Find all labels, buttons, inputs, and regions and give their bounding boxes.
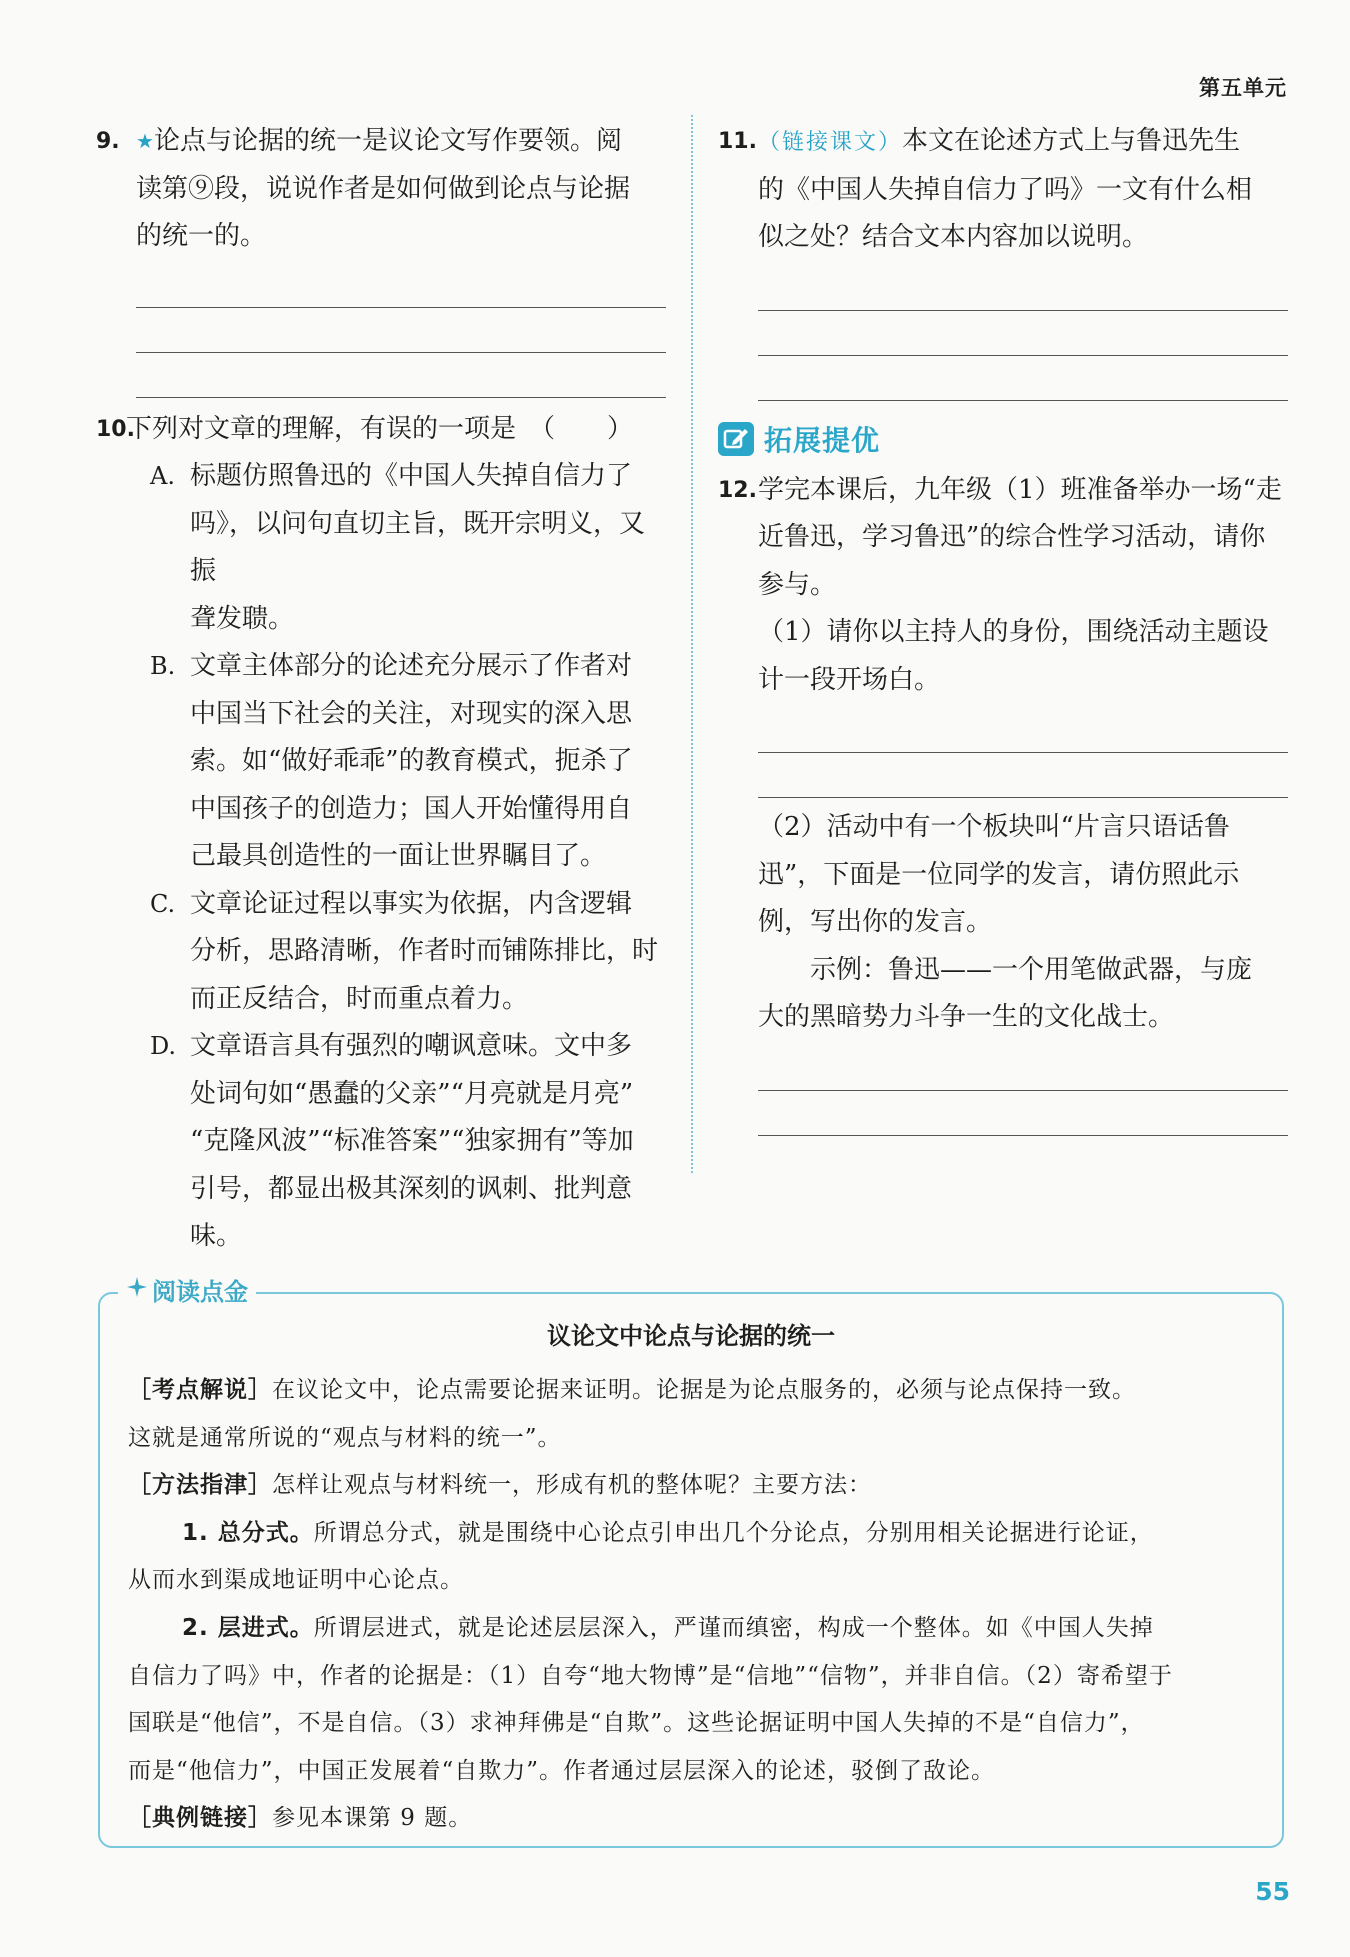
- method-guide: ［方法指津］怎样让观点与材料统一，形成有机的整体呢？主要方法：: [128, 1472, 872, 1499]
- answer-line[interactable]: [758, 753, 1288, 798]
- answer-line[interactable]: [136, 353, 666, 398]
- question-line: 的统一的。: [136, 221, 267, 251]
- option-b[interactable]: B. 文章主体部分的论述充分展示了作者对 中国当下社会的关注，对现实的深入思 索。如“做好乖乖”的教育模式，扼杀了 中国孩子的创造力；国人开始懂得用自 己最具创造性的一面让世界瞩目了。: [150, 643, 666, 881]
- answer-line[interactable]: [758, 1091, 1288, 1136]
- sparkle-icon: [126, 1276, 148, 1304]
- question-number: 9.: [96, 129, 120, 154]
- answer-line[interactable]: [136, 253, 666, 308]
- tips-title: 议论文中论点与论据的统一: [547, 1322, 835, 1350]
- reading-tips-box: [98, 1278, 1284, 1848]
- answer-area[interactable]: [136, 253, 666, 398]
- option-c[interactable]: C. 文章论证过程以事实为依据，内含逻辑 分析，思路清晰，作者时而铺陈排比，时 而正反结合，时而重点着力。: [150, 881, 666, 1024]
- example-link: ［典例链接］参见本课第 9 题。: [128, 1805, 473, 1832]
- column-divider: [691, 115, 693, 1173]
- tips-label: 阅读点金: [118, 1272, 256, 1307]
- question-line: ★论点与论据的统一是议论文写作要领。阅: [136, 126, 622, 156]
- answer-area[interactable]: [758, 698, 1288, 798]
- option-letter: C.: [150, 889, 176, 918]
- answer-line[interactable]: [758, 256, 1288, 311]
- section-title: 拓展提优: [764, 423, 881, 457]
- method-1: 1. 总分式。所谓总分式，就是围绕中心论点引申出几个分论点，分别用相关论据进行论证，: [182, 1519, 1154, 1546]
- right-column: [718, 118, 1288, 1136]
- question-number: 12.: [718, 477, 757, 503]
- question-number: 11.: [718, 129, 757, 154]
- answer-line[interactable]: [758, 311, 1288, 356]
- question-stem: 下列对文章的理解，有误的一项是 （ ）: [126, 413, 634, 444]
- star-icon: ★: [136, 129, 154, 153]
- option-letter: D.: [150, 1032, 177, 1060]
- option-a[interactable]: A. 标题仿照鲁迅的《中国人失掉自信力了 吗》，以问句直切主旨，既开宗明义，又振 聋发聩。: [150, 453, 666, 643]
- question-text: [136, 118, 666, 261]
- unit-header: 第五单元: [1199, 76, 1287, 100]
- options-list: [150, 453, 666, 1261]
- answer-area[interactable]: [758, 1036, 1288, 1136]
- answer-area[interactable]: [758, 256, 1288, 401]
- question-text: （链接课文）本文在论述方式上与鲁迅先生 的《中国人失掉自信力了吗》一文有什么相 似之处？结合文本内容加以说明。: [758, 126, 1253, 252]
- answer-line[interactable]: [136, 308, 666, 353]
- question-line: 读第⑨段，说说作者是如何做到论点与论据: [136, 173, 631, 204]
- question-number: 10.: [96, 416, 135, 442]
- example-text: 示例：鲁迅——一个用笔做武器，与庞: [810, 954, 1253, 985]
- sub-question-2: （2）活动中有一个板块叫“片言只语话鲁 迅”，下面是一位同学的发言，请仿照此示 例，写出你的发言。 示例：鲁迅——一个用笔做武器，与庞 大的黑暗势力斗争一生的文化战士。: [758, 804, 1288, 1042]
- option-d[interactable]: D. 文章语言具有强烈的嘲讽意味。文中多 处词句如“愚蠢的父亲”“月亮就是月亮” “克隆风波”“标准答案”“独家拥有”等加 引号，都显出极其深刻的讽刺、批判意味。: [150, 1023, 666, 1261]
- link-text-tag: （链接课文）: [758, 130, 903, 155]
- question-11: [718, 118, 1288, 401]
- question-10: [96, 406, 666, 1261]
- answer-line[interactable]: [758, 698, 1288, 753]
- edit-icon: [718, 422, 754, 456]
- option-letter: B.: [150, 652, 176, 680]
- tips-body: ［考点解说］在议论文中，论点需要论据来证明。论据是为论点服务的，必须与论点保持一致。 这就是通常所说的“观点与材料的统一”。 ［方法指津］怎样让观点与材料统一，形成有机的整体呢？主要方法： 1. 总分式。所谓总分式，就是围绕中心论点引申出几个分论点，分别用相关论据进行论证， 从而水到渠成地证明中心论点。 2. 层进式。所谓层进式，就是论述层层深入，严谨而缜密，构成一个整体。如《中国人失掉 自信力了吗》中，作者的论据是：（1）自夸“地大物博”是“信地”“信物”，并非自信。（2）寄希望于 国联是“他信”，不是自信。（3）求神拜佛是“自欺”。这些论据证明中国人失掉的不是“自信力”， 而是“他信力”，中国正发展着“自欺力”。作者通过层层深入的论述，驳倒了敌论。 ［典例链接］参见本课第 9 题。: [128, 1367, 1262, 1843]
- answer-line[interactable]: [758, 356, 1288, 401]
- question-text: 学完本课后，九年级（1）班准备举办一场“走 近鲁迅，学习鲁迅”的综合性学习活动，请你 参与。 （1）请你以主持人的身份，围绕活动主题设 计一段开场白。: [758, 467, 1288, 705]
- section-heading: [718, 419, 1288, 459]
- page-number: 55: [1255, 1877, 1290, 1906]
- sub-question-1: （1）请你以主持人的身份，围绕活动主题设 计一段开场白。: [758, 617, 1269, 695]
- question-12: [718, 467, 1288, 1136]
- method-2: 2. 层进式。所谓层进式，就是论述层层深入，严谨而缜密，构成一个整体。如《中国人失掉: [182, 1614, 1154, 1641]
- question-9: [96, 118, 666, 398]
- left-column: [96, 118, 666, 1261]
- option-letter: A.: [150, 462, 175, 490]
- exam-point: ［考点解说］在议论文中，论点需要论据来证明。论据是为论点服务的，必须与论点保持一致。: [128, 1377, 1136, 1403]
- answer-line[interactable]: [758, 1036, 1288, 1091]
